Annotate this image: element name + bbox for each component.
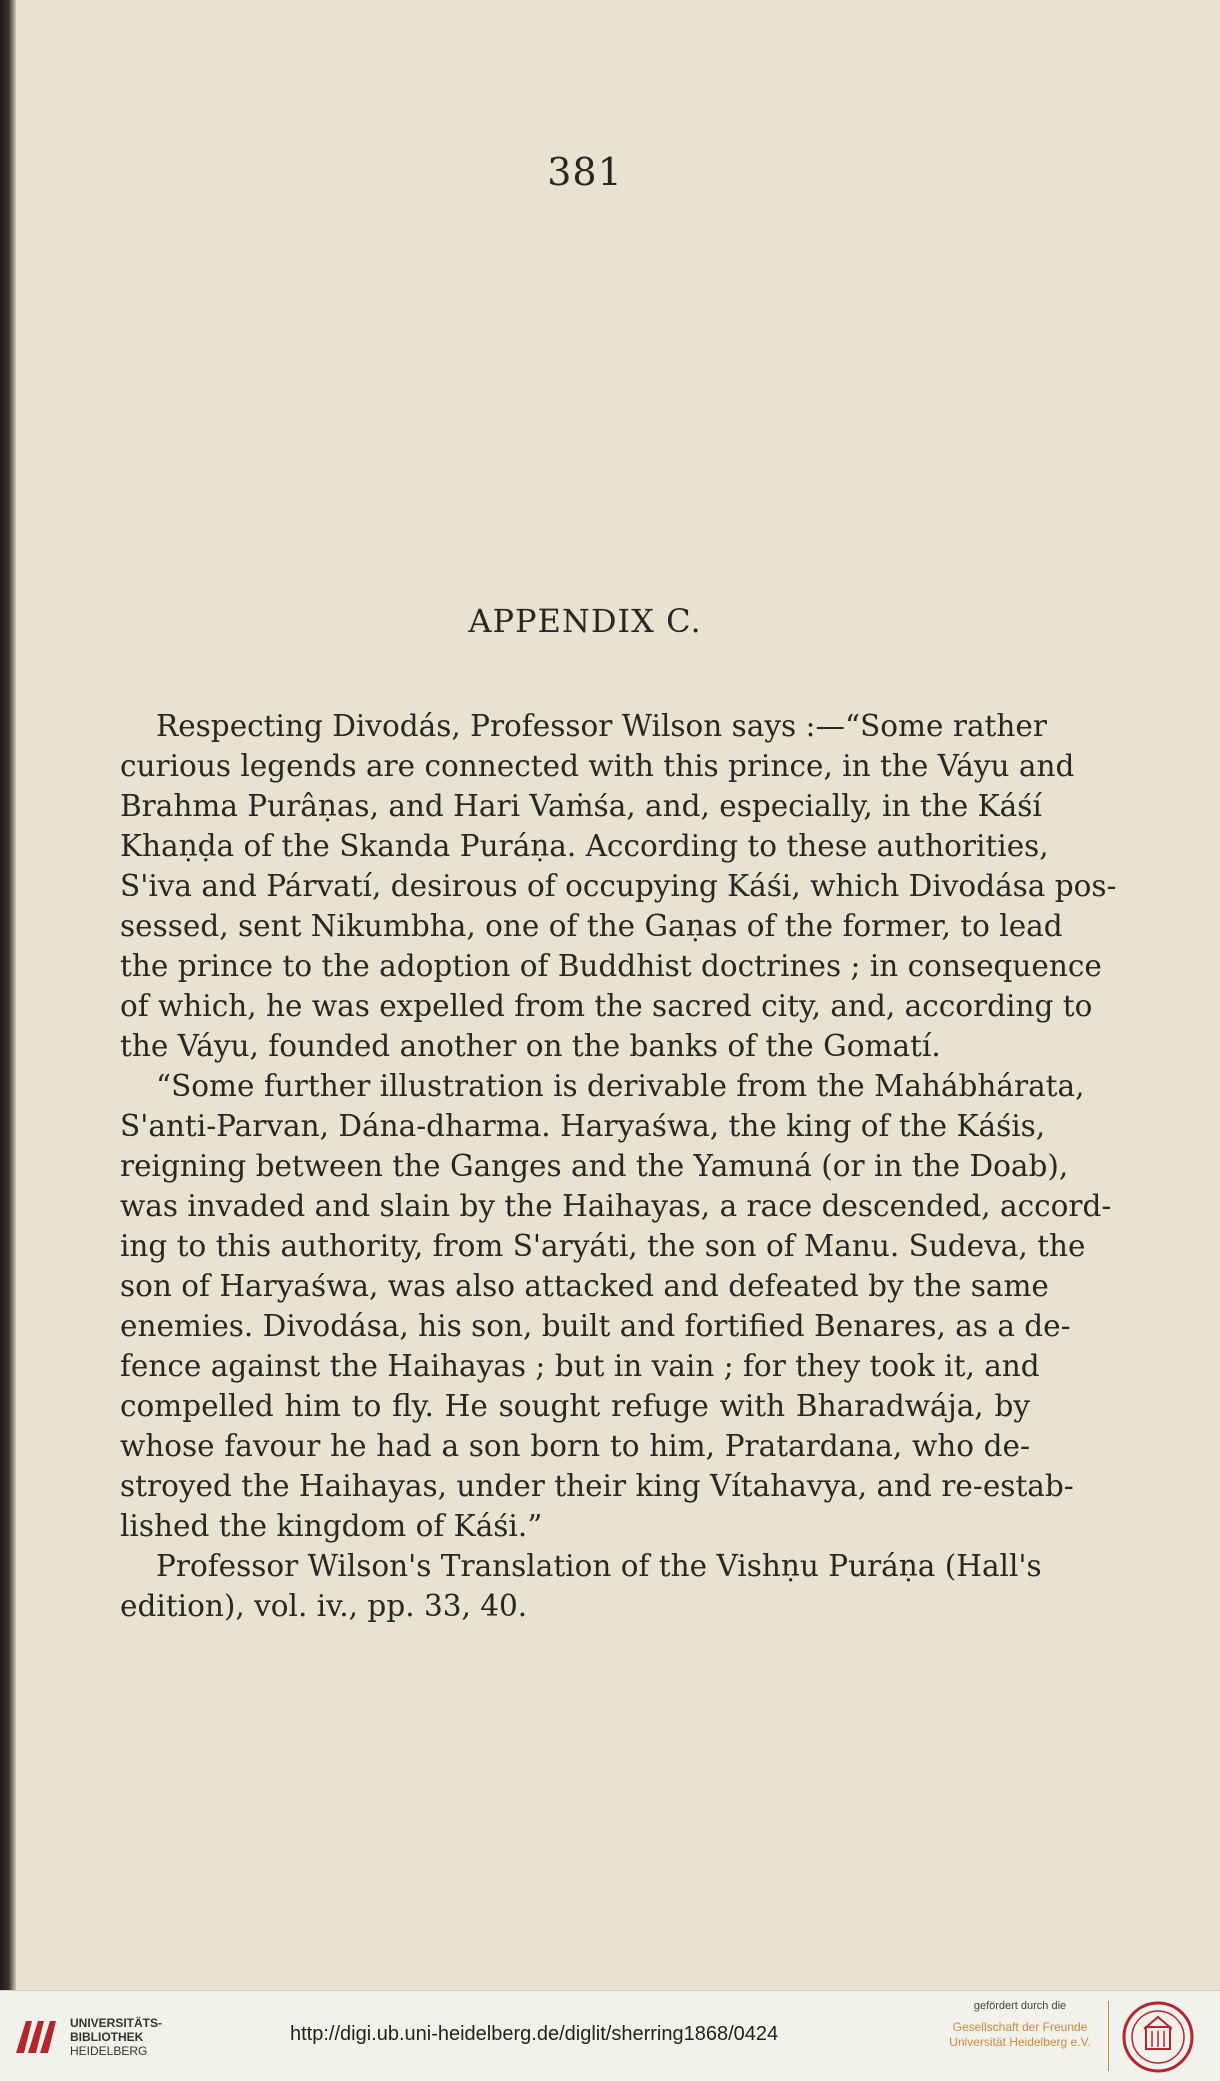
library-name [70, 2016, 162, 2058]
text-line: enemies. Divodása, his son, built and fortified Benares, as a de- [120, 1309, 1071, 1343]
library-name-line3: HEIDELBERG [70, 2044, 148, 2058]
text-line: of which, he was expelled from the sacred city, and, according to [120, 989, 1093, 1023]
text-line: compelled him to fly. He sought refuge with Bharadwája, by [120, 1389, 1030, 1423]
text-line: fence against the Haihayas ; but in vain ; for they took it, and [120, 1349, 1040, 1383]
text-line: S'anti-Parvan, Dána-dharma. Haryaśwa, the king of the Káśis, [120, 1109, 1046, 1143]
text-line: edition), vol. iv., pp. 33, 40. [120, 1589, 528, 1623]
text-line: the Váyu, founded another on the banks of the Gomatí. [120, 1029, 941, 1063]
digitization-footer [0, 1990, 1220, 2081]
text-line: whose favour he had a son born to him, Pratardana, who de- [120, 1429, 1030, 1463]
sponsor-org-line1: Gesellschaft der Freunde [952, 2020, 1088, 2034]
text-line: sessed, sent Nikumbha, one of the Gaṇas of the former, to lead [120, 909, 1063, 943]
sponsor-intro: gefördert durch die [973, 2000, 1067, 2012]
text-line: stroyed the Haihayas, under their king Vítahavya, and re-estab- [120, 1469, 1074, 1503]
text-line: curious legends are connected with this prince, in the Váyu and [120, 749, 1075, 783]
text-line: Respecting Divodás, Professor Wilson says :—“Some rather [156, 709, 1047, 743]
text-line: Khaṇḍa of the Skanda Puráṇa. According to these authorities, [120, 829, 1049, 863]
sponsor-divider [1108, 2001, 1109, 2071]
text-line: Brahma Purâṇas, and Hari Vaṁśa, and, especially, in the Káśí [120, 789, 1042, 823]
text-line: ing to this authority, from S'aryáti, the son of Manu. Sudeva, the [120, 1229, 1086, 1263]
book-spine-edge [0, 0, 16, 1990]
university-library-logo-icon [12, 2013, 58, 2059]
library-name-line1: UNIVERSITÄTS- [70, 2016, 163, 2030]
sponsor-org-line2: Universität Heidelberg e.V. [949, 2035, 1091, 2049]
text-line: son of Haryaśwa, was also attacked and defeated by the same [120, 1269, 1049, 1303]
sponsor-credit [940, 1999, 1100, 2050]
text-line: S'iva and Párvatí, desirous of occupying Káśi, which Divodása pos- [120, 869, 1117, 903]
text-line: “Some further illustration is derivable from the Mahábhárata, [156, 1069, 1085, 1103]
permalink-url[interactable]: http://digi.ub.uni-heidelberg.de/diglit/sherring1868/0424 [290, 2023, 779, 2045]
text-line: lished the kingdom of Káśi.” [120, 1509, 543, 1543]
text-line: was invaded and slain by the Haihayas, a race descended, accord- [120, 1189, 1112, 1223]
body-text [120, 706, 1117, 1626]
library-name-line2: BIBLIOTHEK [70, 2030, 144, 2044]
text-line: reigning between the Ganges and the Yamuná (or in the Doab), [120, 1149, 1069, 1183]
text-line: the prince to the adoption of Buddhist doctrines ; in consequence [120, 949, 1102, 983]
appendix-heading: APPENDIX C. [468, 602, 702, 640]
university-seal-icon [1122, 2001, 1194, 2073]
page-number: 381 [547, 150, 623, 194]
text-line: Professor Wilson's Translation of the Vishṇu Puráṇa (Hall's [156, 1549, 1042, 1583]
